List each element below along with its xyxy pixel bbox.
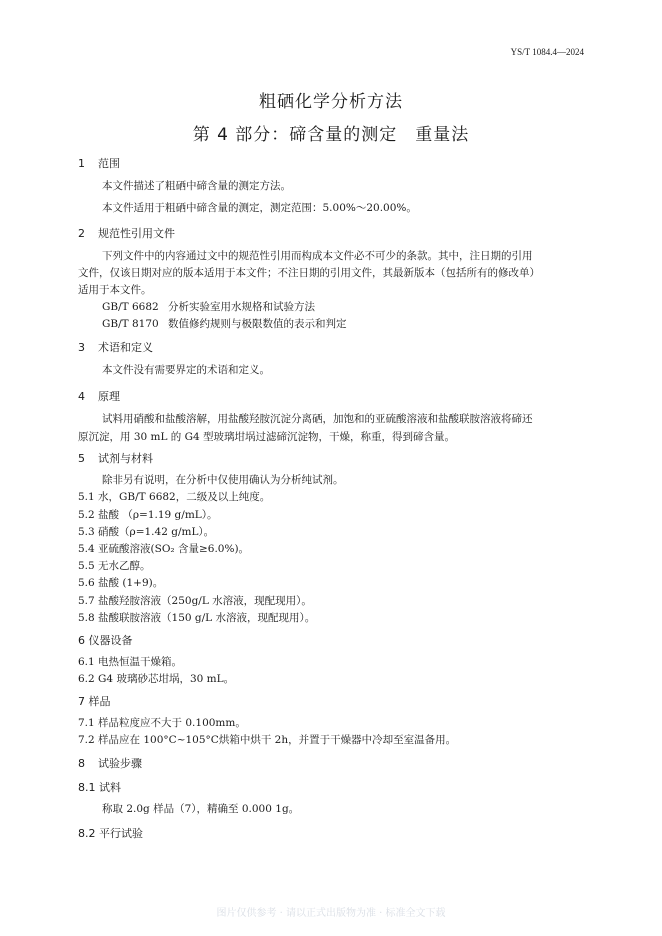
section-number: 4	[78, 390, 85, 403]
paragraph: 本文件没有需要界定的术语和定义。	[102, 364, 270, 376]
paragraph-line: 文件，仅该日期对应的版本适用于本文件；不注日期的引用文件，其最新版本（包括所有的修改单）	[78, 267, 540, 279]
section-2-heading	[78, 225, 175, 241]
list-item: 7.1 样品粒度应不大于 0.100mm。	[78, 717, 246, 729]
subsection-heading: 8.1 试料	[78, 781, 121, 794]
list-item: 6.1 电热恒温干燥箱。	[78, 656, 183, 668]
section-title: 原理	[98, 390, 120, 403]
section-number: 8	[78, 757, 85, 770]
list-item: 6.2 G4 玻璃砂芯坩埚，30 mL。	[78, 673, 235, 685]
paragraph-line: 适用于本文件。	[78, 284, 152, 296]
paragraph-line: 下列文件中的内容通过文中的规范性引用而构成本文件必不可少的条款。其中，注日期的引用	[102, 250, 533, 262]
standard-code: YS/T 1084.4—2024	[510, 47, 584, 57]
watermark: 图片仅供参考 · 请以正式出版物为准 · 标准全文下载	[216, 908, 446, 919]
section-title: 试剂与材料	[98, 452, 153, 465]
section-8-heading	[78, 755, 142, 771]
section-number: 1	[78, 157, 85, 170]
paragraph: 称取 2.0g 样品（7），精确至 0.000 1g。	[102, 803, 300, 815]
reference-item	[102, 316, 347, 331]
list-item: 5.5 无水乙醇。	[78, 560, 151, 572]
subsection-heading: 8.2 平行试验	[78, 827, 143, 840]
list-item: 5.6 盐酸 (1+9)。	[78, 577, 164, 589]
paragraph: 本文件描述了粗硒中碲含量的测定方法。	[102, 180, 291, 192]
list-item: 5.2 盐酸 （ρ=1.19 g/mL）。	[78, 509, 218, 521]
paragraph: 本文件适用于粗硒中碲含量的测定，测定范围：5.00%～20.00%。	[102, 202, 417, 214]
document-subtitle: 第 4 部分：碲含量的测定 重量法	[192, 125, 470, 145]
section-4-heading	[78, 388, 120, 404]
reference-name: 分析实验室用水规格和试验方法	[168, 301, 315, 313]
section-title: 术语和定义	[98, 341, 153, 354]
reference-code: GB/T 8170	[102, 318, 159, 330]
document-title: 粗硒化学分析方法	[259, 92, 403, 112]
list-item: 5.7 盐酸羟胺溶液（250g/L 水溶液，现配现用）。	[78, 595, 312, 607]
list-item: 5.4 亚硫酸溶液(SO₂ 含量≥6.0%)。	[78, 543, 250, 555]
paragraph-line: 原沉淀，用 30 mL 的 G4 型玻璃坩埚过滤碲沉淀物，干燥，称重，得到碲含量。	[78, 431, 456, 443]
section-7-heading: 7 样品	[78, 695, 111, 708]
reference-item	[102, 299, 315, 314]
list-item: 7.2 样品应在 100°C~105°C烘箱中烘干 2h，并置于干燥器中冷却至室温备用。	[78, 734, 457, 746]
list-item: 5.1 水，GB/T 6682，二级及以上纯度。	[78, 491, 271, 503]
paragraph-line: 试料用硝酸和盐酸溶解，用盐酸羟胺沉淀分离硒，加饱和的亚硫酸溶液和盐酸联胺溶液将碲还	[102, 413, 533, 425]
reference-name: 数值修约规则与极限数值的表示和判定	[168, 318, 347, 330]
section-5-heading	[78, 450, 153, 466]
section-1-heading	[78, 155, 120, 171]
list-item: 5.8 盐酸联胺溶液（150 g/L 水溶液，现配现用）。	[78, 612, 316, 624]
list-item: 5.3 硝酸（ρ=1.42 g/mL）。	[78, 526, 215, 538]
section-title: 范围	[98, 157, 120, 170]
section-number: 3	[78, 341, 85, 354]
section-title: 规范性引用文件	[98, 227, 175, 240]
section-3-heading	[78, 339, 153, 355]
paragraph: 除非另有说明，在分析中仅使用确认为分析纯试剂。	[102, 474, 344, 486]
reference-code: GB/T 6682	[102, 301, 159, 313]
section-number: 5	[78, 452, 85, 465]
section-6-heading: 6 仪器设备	[78, 634, 133, 647]
section-title: 试验步骤	[98, 757, 142, 770]
section-number: 2	[78, 227, 85, 240]
